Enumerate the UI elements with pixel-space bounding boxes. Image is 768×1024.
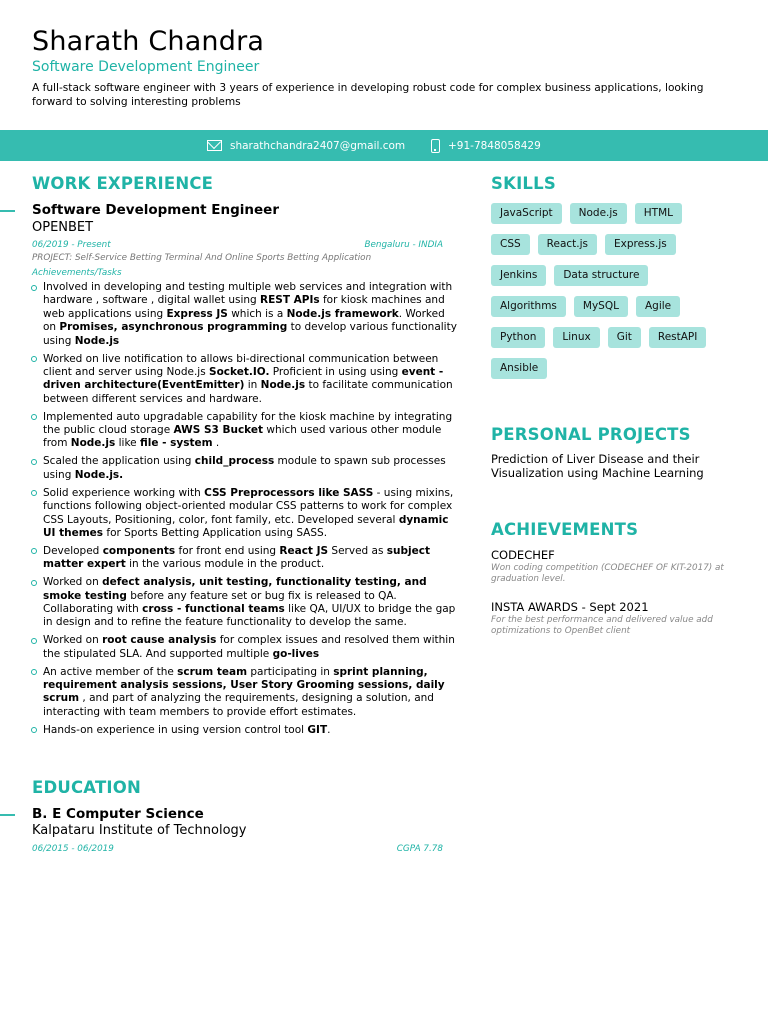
resume-summary: A full-stack software engineer with 3 years of experience in developing robust code for complex business applications, looking forward to solving interesting problems <box>32 82 704 108</box>
education-heading: EDUCATION <box>32 778 141 797</box>
bullet-text: , and part of analyzing the requirements, designing a solution, and interacting with team members to provide effort estimates. <box>43 692 434 718</box>
work-bullet <box>30 281 458 348</box>
email-text[interactable]: sharathchandra2407@gmail.com <box>230 139 406 152</box>
bullet-text: Solid experience working with <box>43 486 205 499</box>
bullet-bold-text: event - driven architecture(EventEmitter) <box>43 365 444 392</box>
job-location: Bengaluru - INDIA <box>364 240 443 250</box>
bullet-bold-text: child_process <box>194 455 275 468</box>
education-degree: B. E Computer Science <box>32 806 204 822</box>
achievement-desc: For the best performance and delivered value add optimizations to OpenBet client <box>491 615 713 636</box>
bullet-text: . <box>212 437 220 450</box>
phone-icon <box>431 139 440 153</box>
bullet-text: Worked on <box>43 634 103 647</box>
job-meta <box>32 240 443 250</box>
work-heading: WORK EXPERIENCE <box>32 174 214 193</box>
contact-phone[interactable] <box>431 130 541 161</box>
achievements-heading: ACHIEVEMENTS <box>491 520 639 539</box>
bullet-text: . Worked on <box>43 307 445 334</box>
bullet-text: An active member of the <box>43 665 178 678</box>
bullet-bold-text: Node.js. <box>74 468 124 481</box>
bullet-text: Hands-on experience in using version control tool <box>43 723 308 736</box>
work-bullet <box>30 666 458 720</box>
bullet-text: in <box>244 379 261 392</box>
bullet-bold-text: go-lives <box>272 647 320 660</box>
bullet-bold-text: REST APIs <box>260 294 320 307</box>
bullet-bold-text: subject matter expert <box>43 544 430 571</box>
bullet-text: Worked on live notification to allows bi-directional communication between client and server using Node.js <box>43 352 439 378</box>
skill-chip: React.js <box>538 234 597 255</box>
skills-list <box>491 203 751 389</box>
company-name: OPENBET <box>32 220 94 235</box>
bullet-text: Worked on <box>43 576 103 589</box>
skill-chip: RestAPI <box>649 327 706 348</box>
bullet-bold-text: components <box>102 544 176 557</box>
achievement-title: INSTA AWARDS - Sept 2021 <box>491 600 649 614</box>
bullet-text: participating in <box>247 665 334 678</box>
projects-heading: PERSONAL PROJECTS <box>491 425 691 444</box>
skill-chip: Ansible <box>491 358 547 379</box>
work-bullet <box>30 634 458 661</box>
skill-chip: Git <box>608 327 641 348</box>
bullet-text: in the various module in the product. <box>125 558 325 571</box>
bullet-bold-text: CSS Preprocessors like SASS <box>204 486 374 499</box>
bullet-text: for complex issues and resolved them within the stipulated SLA. And supported multiple <box>43 634 455 660</box>
bullet-text: like QA, UI/UX to bridge the gap in design and to refine the feature functionality to develop the same. <box>43 602 456 629</box>
bullet-text: which is a <box>227 307 287 320</box>
work-bullet <box>30 545 458 572</box>
bullet-bold-text: GIT <box>307 723 328 736</box>
skill-chip: MySQL <box>574 296 628 317</box>
bullet-bold-text: React JS <box>279 544 329 557</box>
bullet-bold-text: scrum team <box>177 665 248 678</box>
section-marker <box>0 210 15 212</box>
bullet-bold-text: cross - functional teams <box>142 602 285 615</box>
achievements-label: Achievements/Tasks <box>32 268 122 278</box>
education-school: Kalpataru Institute of Technology <box>32 823 247 838</box>
job-dates: 06/2019 - Present <box>32 240 111 250</box>
work-bullet <box>30 455 458 482</box>
bullet-bold-text: Express JS <box>166 307 228 320</box>
bullet-text: to develop various functionality using <box>43 321 457 347</box>
bullet-text: for Sports Betting Application using SASS. <box>103 526 328 539</box>
bullet-text: like <box>115 437 140 450</box>
contact-bar <box>0 130 768 161</box>
project-item: Prediction of Liver Disease and their Visualization using Machine Learning <box>491 452 704 480</box>
bullet-text: for kiosk machines and web applications using <box>43 294 445 320</box>
education-cgpa: CGPA 7.78 <box>396 844 443 854</box>
skill-chip: CSS <box>491 234 530 255</box>
education-dates: 06/2015 - 06/2019 <box>32 844 114 854</box>
bullet-bold-text: defect analysis, unit testing, functionality testing, and smoke testing <box>43 576 427 602</box>
bullet-bold-text: Socket.IO. <box>209 365 270 378</box>
bullet-bold-text: Promises, asynchronous programming <box>59 321 288 334</box>
bullet-text: Involved in developing and testing multiple web services and integration with hardware , software , digital wallet using <box>43 281 453 307</box>
achievement-title: CODECHEF <box>491 548 555 562</box>
work-bullet-list <box>30 281 458 742</box>
skill-chip: Python <box>491 327 545 348</box>
bullet-bold-text: sprint planning, requirement analysis sessions, User Story Grooming sessions, daily scrum <box>43 665 445 705</box>
skill-chip: Express.js <box>605 234 676 255</box>
work-bullet <box>30 411 458 451</box>
job-title: Software Development Engineer <box>32 202 279 218</box>
contact-email[interactable] <box>207 130 405 161</box>
skill-chip: Data structure <box>554 265 648 286</box>
bullet-bold-text: Node.js <box>74 334 120 347</box>
work-bullet <box>30 724 458 737</box>
bullet-text: for front end using <box>175 544 280 557</box>
achievement-desc: Won coding competition (CODECHEF OF KIT-2017) at graduation level. <box>491 563 724 584</box>
bullet-text: - using mixins, functions following object-oriented modular CSS patterns to work for complex CSS Layouts, Positioning, color, font family, etc. Developed several <box>43 486 454 526</box>
bullet-bold-text: file - system <box>139 437 213 450</box>
resume-title: Software Development Engineer <box>32 59 260 75</box>
education-meta <box>32 844 443 854</box>
work-bullet <box>30 487 458 541</box>
bullet-text: which used various other module from <box>43 424 442 450</box>
bullet-text: Proficient in using using <box>269 365 402 378</box>
skill-chip: Agile <box>636 296 680 317</box>
work-bullet <box>30 353 458 407</box>
bullet-bold-text: AWS S3 Bucket <box>173 424 264 437</box>
bullet-text: module to spawn sub processes using <box>43 455 446 481</box>
skill-chip: Jenkins <box>491 265 546 286</box>
phone-text[interactable]: +91-7848058429 <box>448 139 541 152</box>
bullet-bold-text: dynamic UI themes <box>43 513 449 539</box>
skill-chip: Algorithms <box>491 296 566 317</box>
bullet-text: Developed <box>43 544 103 557</box>
bullet-text: Scaled the application using <box>43 455 195 468</box>
bullet-bold-text: Node.js <box>70 437 116 450</box>
bullet-bold-text: Node.js <box>260 379 306 392</box>
skills-heading: SKILLS <box>491 174 556 193</box>
bullet-bold-text: Node.js framework <box>286 307 399 320</box>
bullet-text: before any feature set or bug fix is released to QA. Collaborating with <box>43 589 397 615</box>
skill-chip: HTML <box>635 203 682 224</box>
job-project: PROJECT: Self-Service Betting Terminal And Online Sports Betting Application <box>32 253 372 263</box>
bullet-text: . <box>327 723 331 736</box>
work-bullet <box>30 576 458 630</box>
bullet-bold-text: root cause analysis <box>102 634 217 647</box>
skill-chip: JavaScript <box>491 203 562 224</box>
section-marker <box>0 814 15 816</box>
bullet-text: Served as <box>328 544 387 557</box>
bullet-text: to facilitate communication between different services and hardware. <box>43 379 453 405</box>
skill-chip: Linux <box>553 327 599 348</box>
email-icon <box>207 140 222 151</box>
resume-name: Sharath Chandra <box>32 26 265 57</box>
skill-chip: Node.js <box>570 203 627 224</box>
bullet-text: Implemented auto upgradable capability for the kiosk machine by integrating the public cloud storage <box>43 410 453 437</box>
